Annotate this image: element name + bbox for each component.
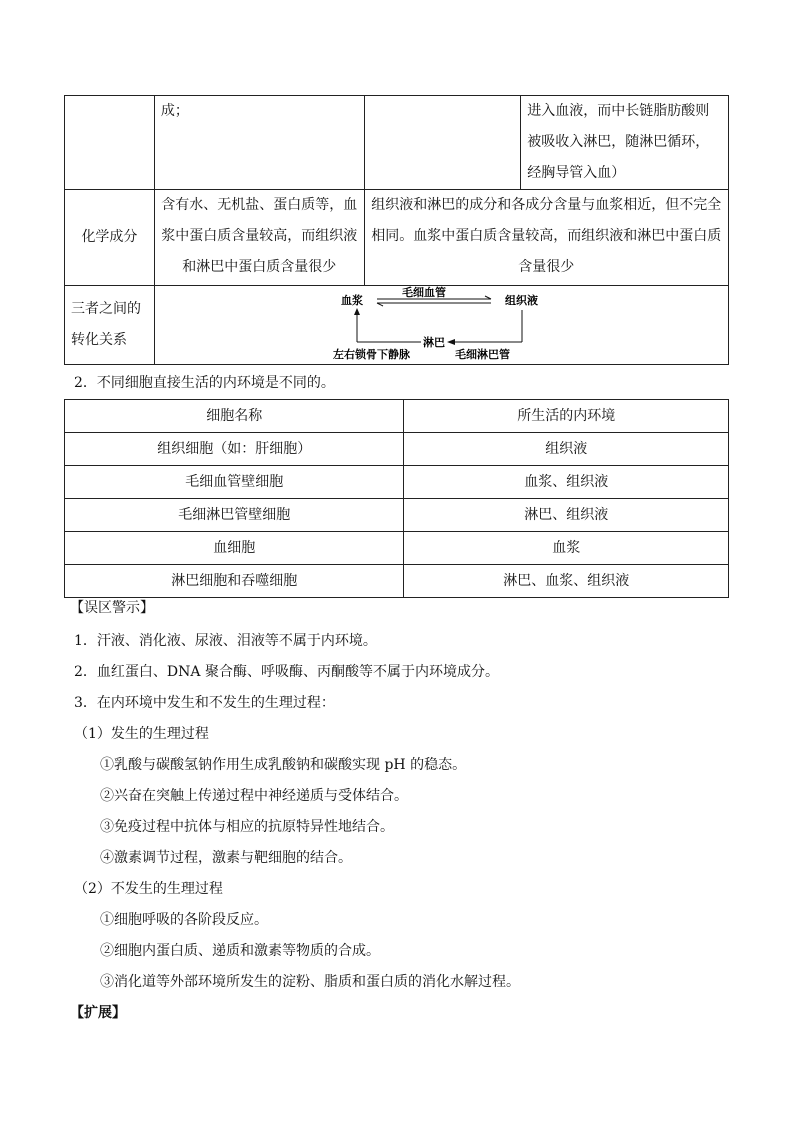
occur-title: （1）发生的生理过程 [74,726,209,742]
not-occur-item: ②细胞内蛋白质、递质和激素等物质的合成。 [100,943,380,959]
not-occur-item: ①细胞呼吸的各阶段反应。 [100,912,268,928]
not-occur-title: （2）不发生的生理过程 [74,881,223,897]
conversion-diagram [154,286,728,365]
tissue-fluid-label: 组织液 [504,294,538,307]
table-row [65,532,729,565]
warning-item: 3．在内环境中发生和不发生的生理过程： [74,695,335,711]
table-row [65,466,729,499]
table-cell: 组织液 [404,433,729,466]
warning-item: 1．汗液、消化液、尿液、泪液等不属于内环境。 [74,633,377,649]
table-row [65,96,729,190]
lymph-capillary-label: 毛细淋巴管 [454,348,510,361]
warning-item: 2．血红蛋白、DNA 聚合酶、呼吸酶、丙酮酸等不属于内环境成分。 [74,664,499,680]
occur-item: ①乳酸与碳酸氢钠作用生成乳酸钠和碳酸实现 pH 的稳态。 [100,757,467,773]
row-label-chemical: 化学成分 [65,190,155,286]
table-row [65,433,729,466]
conversion-diagram-svg [155,286,728,364]
vein-label: 左右锁骨下静脉 [332,348,410,361]
table-cell: 含有水、无机盐、蛋白质等，血浆中蛋白质含量较高，而组织液和淋巴中蛋白质含量很少 [154,190,364,286]
to-plasma-arrowhead [354,308,360,315]
table-cell: 毛细血管壁细胞 [65,466,404,499]
occur-item: ③免疫过程中抗体与相应的抗原特异性地结合。 [100,819,394,835]
to-lymph-arrowhead [447,339,455,345]
table-cell [364,96,521,190]
warning-title: 【误区警示】 [70,600,154,616]
column-header: 所生活的内环境 [404,400,729,433]
cell-environment-table [64,399,729,598]
table-header-row [65,400,729,433]
section-heading: 2．不同细胞直接生活的内环境是不同的。 [74,375,335,391]
column-header: 细胞名称 [65,400,404,433]
table-cell: 血浆 [404,532,729,565]
comparison-table [64,95,729,365]
table-row [65,565,729,598]
table-cell: 组织液和淋巴的成分和各成分含量与血浆相近，但不完全相同。血浆中蛋白质含量较高，而组织液和淋巴中蛋白质含量很少 [364,190,728,286]
occur-item: ④激素调节过程，激素与靶细胞的结合。 [100,850,352,866]
not-occur-item: ③消化道等外部环境所发生的淀粉、脂质和蛋白质的消化水解过程。 [100,974,520,990]
table-cell: 血细胞 [65,532,404,565]
table-cell: 进入血液，而中长链脂肪酸则被吸收入淋巴，随淋巴循环，经胸导管入血） [521,96,729,190]
table-cell: 毛细淋巴管壁细胞 [65,499,404,532]
occur-item: ②兴奋在突触上传递过程中神经递质与受体结合。 [100,788,408,804]
table-row [65,499,729,532]
extension-title: 【扩展】 [70,1005,126,1021]
table-cell: 组织细胞（如：肝细胞） [65,433,404,466]
table-row [65,286,729,365]
table-cell: 淋巴、血浆、组织液 [404,565,729,598]
capillary-label: 毛细血管 [401,286,446,299]
table-cell [65,96,155,190]
table-row [65,190,729,286]
plasma-label: 血浆 [340,294,363,307]
table-cell: 淋巴细胞和吞噬细胞 [65,565,404,598]
table-cell: 血浆、组织液 [404,466,729,499]
table-cell: 成； [154,96,364,190]
lymph-label: 淋巴 [422,336,445,349]
table-cell: 淋巴、组织液 [404,499,729,532]
row-label-conversion: 三者之间的转化关系 [65,286,155,365]
